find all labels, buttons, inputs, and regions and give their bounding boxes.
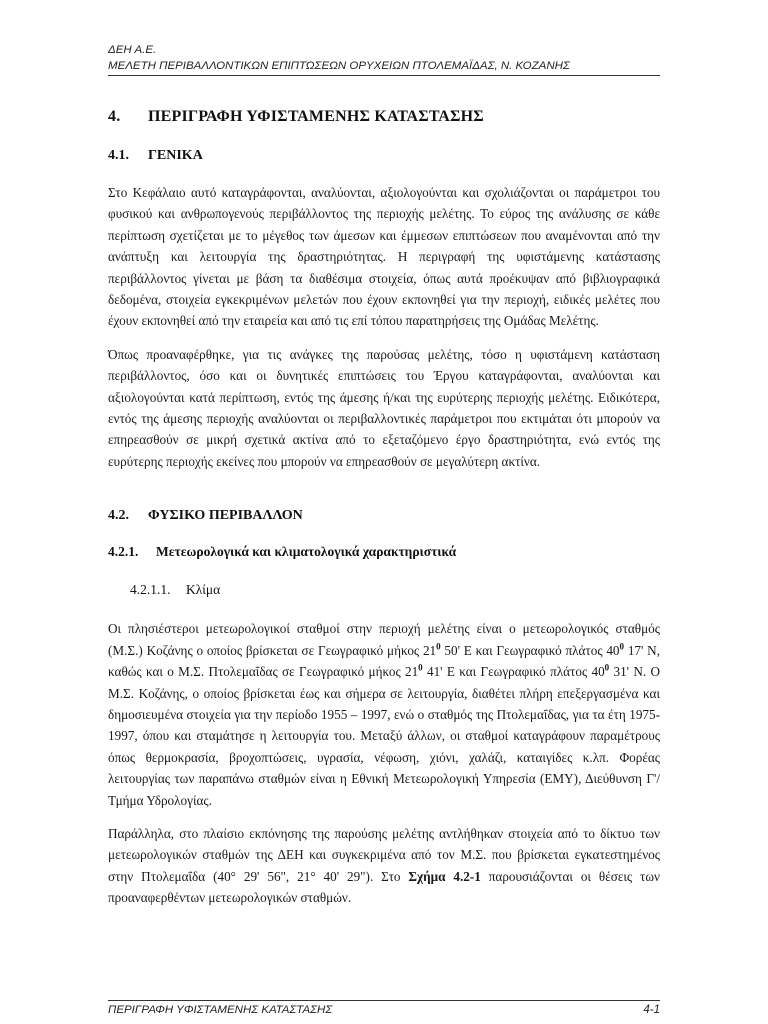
section-4-2-1-title: Μετεωρολογικά και κλιματολογικά χαρακτηριστικά xyxy=(156,544,457,560)
climate-p1-part-d: 41' Ε και Γεωγραφικό πλάτος 40 xyxy=(422,664,605,680)
section-4-2-number: 4.2. xyxy=(108,508,129,524)
section-4-2-1-number: 4.2.1. xyxy=(108,544,139,560)
degree-sup-1: 0 xyxy=(436,641,441,652)
climate-p1-part-e: 31' Ν. Ο Μ.Σ. Κοζάνης, ο οποίος βρίσκεται έως και σήμερα σε λειτουργία, διαθέτει πλήρη επεξεργασμένα και δημοσιευμένα στοιχεία για την περίοδο 1955 – 1997, ενώ ο σταθμός της Πτολεμαΐδας, για τα έτη 1975-1997, όπου και σταμάτησε η λειτουργία του. Μεταξύ άλλων, οι σταθμοί καταγράφουν παραμέτρους όπως θερμοκρασία, βροχοπτώσεις, υγρασία, νέφωση, χιόνι, χαλάζι, καταιγίδες κ.λπ. Φορέας λειτουργίας των παραπάνω σταθμών είναι η Εθνική Μετεωρολογική Υπηρεσία (ΕΜΥ), Διεύθυνση Γ'/ Τμήμα Υδρολογίας. xyxy=(108,664,661,808)
climate-p1-part-c: 17' Ν, καθώς και ο Μ.Σ. Πτολεμαΐδας σε Γεωγραφικό μήκος 21 xyxy=(108,642,660,680)
degree-sup-2: 0 xyxy=(619,641,625,652)
section-4-1-paragraph-2: Όπως προαναφέρθηκε, για τις ανάγκες της παρούσας μελέτης, τόσο η υφιστάμενη κατάσταση περιβάλλοντος, όσο και οι δυνητικές επιπτώσεις του Έργου καταγράφονται, αναλύονται και αξιολογούνται κατά περίπτωση, εντός της άμεσης ή/και της ευρύτερης περιοχής μελέτης. Ειδικότερα, εντός της άμεσης περιοχής αναλύονται οι περιβαλλοντικές παράμετροι που εκτιμάται ότι μπορούν να επηρεασθούν σε μικρή σχετικά ακτίνα από το εξεταζόμενο έργο δραστηριότητα, ενώ εντός της ευρύτερης περιοχής εκείνες που μπορούν να επηρεασθούν σε μεγαλύτερη ακτίνα. xyxy=(108,346,660,469)
section-4-1-number: 4.1. xyxy=(108,148,129,163)
section-4-1-title: ΓΕΝΙΚΑ xyxy=(148,148,203,163)
section-4-2-1-1-number: 4.2.1.1. xyxy=(130,582,171,598)
section-4-1-heading xyxy=(108,146,660,166)
chapter-title: ΠΕΡΙΓΡΑΦΗ ΥΦΙΣΤΑΜΕΝΗΣ ΚΑΤΑΣΤΑΣΗΣ xyxy=(148,108,484,125)
degree-sup-4: 0 xyxy=(604,662,610,673)
section-4-2-heading xyxy=(108,506,660,526)
climate-paragraph-1 xyxy=(108,618,660,811)
climate-p1-part-b: 50' Ε και Γεωγραφικό πλάτος 40 xyxy=(440,642,620,658)
header-organization: ΔΕΗ Α.Ε. xyxy=(108,44,157,56)
climate-p2-part-a: Παράλληλα, στο πλαίσιο εκπόνησης της παρούσης μελέτης αντλήθηκαν στοιχεία από το δίκτυο των μετεωρολογικών σταθμών της ΔΕΗ και συγκεκριμένα από τον Μ.Σ. που βρίσκεται εγκατεστημένος στην Πτολεμαΐδα (40° 29' 56", 21° 40' 29"). Στο xyxy=(108,825,660,884)
page-content xyxy=(108,106,660,909)
degree-sup-3: 0 xyxy=(418,662,423,673)
page-header xyxy=(108,42,660,76)
section-4-1-paragraph-1: Στο Κεφάλαιο αυτό καταγράφονται, αναλύονται, αξιολογούνται και σχολιάζονται οι παράμετροι του φυσικού και ανθρωπογενούς περιβάλλοντος της περιοχής μελέτης. Το εύρος της ανάλυσης σε κάθε περίπτωση σχετίζεται με το μέγεθος των άμεσων και έμμεσων επιπτώσεων που αναμένονται από την ανάπτυξη και λειτουργία της δραστηριότητας. Η περιγραφή της υφιστάμενης κατάστασης περιβάλλοντος γίνεται με βάση τα διαθέσιμα στοιχεία, όπως αυτά προέκυψαν από βιβλιογραφικά δεδομένα, στοιχεία εγκεκριμένων μελετών που έχουν εκπονηθεί για την περιοχή, ειδικές μελέτες που έχουν εκπονηθεί από την εταιρεία και από τις επί τόπου παρατηρήσεις της Ομάδας Μελέτης. xyxy=(108,185,660,329)
climate-p2-part-b: παρουσιάζονται οι θέσεις των προαναφερθέντων μετεωρολογικών σταθμών. xyxy=(108,868,661,906)
climate-paragraph-2 xyxy=(108,823,660,909)
section-4-2-1-1-title: Κλίμα xyxy=(186,582,221,598)
chapter-heading xyxy=(108,106,660,128)
figure-reference: Σχήμα 4.2-1 xyxy=(408,868,481,884)
section-4-2-1-1-heading xyxy=(108,580,660,600)
header-study-title: ΜΕΛΕΤΗ ΠΕΡΙΒΑΛΛΟΝΤΙΚΩΝ ΕΠΙΠΤΩΣΕΩΝ ΟΡΥΧΕΙΩΝ ΠΤΟΛΕΜΑΪΔΑΣ, Ν. ΚΟΖΑΝΗΣ xyxy=(108,60,570,72)
section-4-2-title: ΦΥΣΙΚΟ ΠΕΡΙΒΑΛΛΟΝ xyxy=(148,508,303,524)
climate-p1-part-a: Οι πλησιέστεροι μετεωρολογικοί σταθμοί στην περιοχή μελέτης είναι ο μετεωρολογικός σταθμός (Μ.Σ.) Κοζάνης ο οποίος βρίσκεται σε Γεωγραφικό μήκος 21 xyxy=(108,621,660,658)
section-4-2-1-heading xyxy=(108,542,660,562)
page-footer xyxy=(108,1000,660,1016)
page-number: 4-1 xyxy=(643,1004,660,1016)
footer-chapter-title: ΠΕΡΙΓΡΑΦΗ ΥΦΙΣΤΑΜΕΝΗΣ ΚΑΤΑΣΤΑΣΗΣ xyxy=(108,1004,333,1016)
chapter-number: 4. xyxy=(108,108,121,125)
